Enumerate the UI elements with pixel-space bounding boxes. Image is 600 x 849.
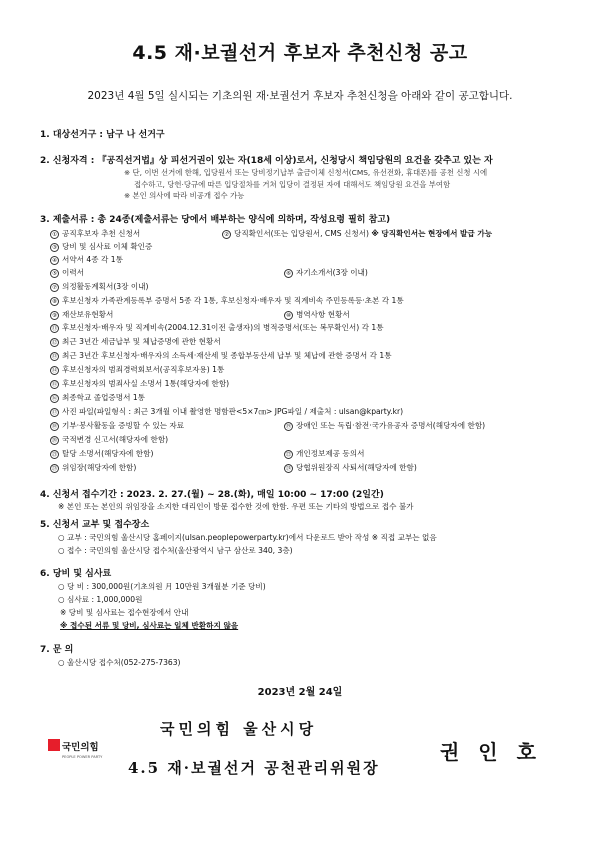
document-item: ⑬ 최근 3년간 후보신청자·배우자의 소득세·재산세 및 종합부동산세 납부 및 체납에 관한 증명서 각 1통 <box>51 351 392 360</box>
item-number: ③ <box>50 243 59 252</box>
logo-text: 국민의힘 <box>62 742 99 753</box>
document-item: ㉑ 탈당 소명서(해당자에 한함) <box>51 449 154 458</box>
item-number: ⑦ <box>50 283 59 292</box>
document-item: ⑥ 자기소개서(3장 이내) <box>284 267 368 278</box>
section-5-line-1: ○ 교부 : 국민의힘 울산시당 홈페이지(ulsan.peoplepowerparty.kr)에서 다운로드 받아 작성 ※ 직접 교부는 없음 <box>58 533 437 542</box>
section-2-note-3: ※ 본인 의사에 따라 비공개 접수 가능 <box>124 191 245 200</box>
item-number: ⑨ <box>50 311 59 320</box>
document-item: ⑩ 병역사항 현황서 <box>284 309 350 320</box>
section-5-line-2: ○ 접수 : 국민의힘 울산시당 접수처(울산광역시 남구 삼산로 340, 3층) <box>58 546 293 555</box>
section-6-line-3: ※ 당비 및 심사료는 접수현장에서 안내 <box>60 608 189 617</box>
document-item: ⑤ 이력서 <box>50 267 84 278</box>
page-title: 4.5 재·보궐선거 후보자 추천신청 공고 <box>132 42 468 64</box>
section-3-label-b: (제출서류는 당에서 배부하는 양식에 의하며, 작성요령 필히 참고) <box>130 215 391 225</box>
intro-text: 2023년 4월 5일 실시되는 기초의원 재·보궐선거 후보자 추천신청을 아래와 같이 공고합니다. <box>87 90 513 102</box>
item-number: ⑪ <box>51 325 58 332</box>
section-2-note-2: 접수하고, 당헌·당규에 따른 입당절차를 거쳐 입당이 결정된 자에 대해서도 책임당원 요건을 부여함 <box>134 180 451 189</box>
item-number: ㉒ <box>285 451 292 458</box>
item-number: ⑱ <box>51 423 58 430</box>
item-number: ② <box>222 230 231 239</box>
item-number: ⑯ <box>51 395 58 402</box>
signer-name: 권 인 호 <box>440 740 542 764</box>
document-item: ⑲ 장애인 또는 독립·참전·국가유공자 증명서(해당자에 한함) <box>285 421 486 430</box>
document-item: ⑳ 국적변경 신고서(해당자에 한함) <box>51 435 169 444</box>
section-3-label <box>40 212 390 225</box>
document-item: ⑱ 기부·봉사활동을 증빙할 수 있는 자료 <box>51 421 185 430</box>
document-item: ⑭ 후보신청자의 범죄경력회보서(공직후보자용) 1통 <box>51 365 225 374</box>
document-item: ⑰ 사진 파일(파일형식 : 최근 3개월 이내 촬영한 명함판<5×7㎝> JPG파일 / 제출처 : ulsan@kparty.kr) <box>51 407 404 416</box>
document-item: ⑦ 의정활동계획서(3장 이내) <box>50 281 149 292</box>
item-number: ㉓ <box>51 465 58 472</box>
section-6-line-1: ○ 당 비 : 300,000원(기초의원 月 10만원 3개월분 기준 당비) <box>58 582 266 591</box>
section-5-label: 5. 신청서 교부 및 접수장소 <box>40 520 150 530</box>
section-7-label: 7. 문 의 <box>40 645 74 655</box>
section-6-label: 6. 당비 및 심사료 <box>40 569 112 579</box>
item-number: ㉑ <box>51 451 58 458</box>
org-name: 국민의힘 울산시당 <box>160 720 318 738</box>
section-2-note-1: ※ 단, 이번 선거에 한해, 입당원서 또는 당비정기납부 출금이체 신청서(CMS, 유선전화, 휴대폰)를 공천 신청 시에 <box>124 168 488 177</box>
section-4-label: 4. 신청서 접수기간 : 2023. 2. 27.(월) ~ 28.(화), 매일 10:00 ~ 17:00 (2일간) <box>40 490 384 500</box>
section-3-label-a: 3. 제출서류 : 총 24종 <box>40 215 131 225</box>
document-item: ③ 당비 및 심사료 이체 확인증 <box>50 241 152 252</box>
item-number: ⑬ <box>51 353 58 360</box>
section-7-line-1: ○ 울산시당 접수처(052-275-7363) <box>58 658 181 667</box>
logo-subtext: PEOPLE POWER PARTY <box>62 755 103 759</box>
party-logo <box>48 736 118 764</box>
section-6-line-4: ※ 접수된 서류 및 당비, 심사료는 일체 반환하지 않음 <box>60 621 239 630</box>
document-item: ㉒ 개인정보제공 동의서 <box>285 449 365 458</box>
org-committee: 4.5 재·보궐선거 공천관리위원장 <box>128 759 380 777</box>
document-item: ㉔ 당협위원장직 사퇴서(해당자에 한함) <box>285 463 417 472</box>
document-item: ⑧ 후보신청자 가족관계등록부 증명서 5종 각 1통, 후보신청자·배우자 및 직계비속 주민등록등·초본 각 1통 <box>50 295 404 306</box>
document-item: ② 당직확인서(또는 입당원서, CMS 신청서) ※ 당직확인서는 현장에서 발급 가능 <box>222 228 492 239</box>
section-6-line-2: ○ 심사료 : 1,000,000원 <box>58 595 143 604</box>
document-item: ⑯ 최종학교 졸업증명서 1통 <box>51 393 146 402</box>
document-item: ④ 서약서 4종 각 1통 <box>50 254 123 265</box>
item-2-note: ※ 당직확인서는 현장에서 발급 가능 <box>371 229 493 238</box>
section-1-label: 1. 대상선거구 : 남구 나 선거구 <box>40 130 165 140</box>
document-item: ⑪ 후보신청자·배우자 및 직계비속(2004.12.31이전 출생자)의 병적증명서(또는 복무확인서) 각 1통 <box>51 323 384 332</box>
document-item: ⑫ 최근 3년간 세금납부 및 체납증명에 관한 현황서 <box>51 337 221 346</box>
item-number: ⑫ <box>51 339 58 346</box>
item-number: ㉔ <box>285 465 292 472</box>
item-number: ⑩ <box>284 311 293 320</box>
notice-date: 2023년 2월 24일 <box>257 687 343 698</box>
item-number: ⑥ <box>284 269 293 278</box>
logo-mark-icon <box>48 739 60 751</box>
item-number: ⑰ <box>51 409 58 416</box>
document-item: ⑮ 후보신청자의 범죄사실 소명서 1통(해당자에 한함) <box>51 379 230 388</box>
item-number: ⑧ <box>50 297 59 306</box>
section-2-label: 2. 신청자격 : 『공직선거법』상 피선거권이 있는 자(18세 이상)로서, 신청당시 책임당원의 요건을 갖추고 있는 자 <box>40 156 493 166</box>
item-number: ⑤ <box>50 269 59 278</box>
document-item: ① 공직후보자 추천 신청서 <box>50 228 140 239</box>
item-number: ④ <box>50 256 59 265</box>
item-number: ① <box>50 230 59 239</box>
item-number: ⑳ <box>51 437 58 444</box>
item-number: ⑮ <box>51 381 58 388</box>
document-item: ⑨ 재산보유현황서 <box>50 309 113 320</box>
item-number: ⑭ <box>51 367 58 374</box>
document-item: ㉓ 위임장(해당자에 한함) <box>51 463 137 472</box>
section-4-note: ※ 본인 또는 본인의 위임장을 소지한 대리인이 방문 접수한 것에 한함. 우편 또는 기타의 방법으로 접수 불가 <box>58 502 414 511</box>
item-number: ⑲ <box>285 423 292 430</box>
